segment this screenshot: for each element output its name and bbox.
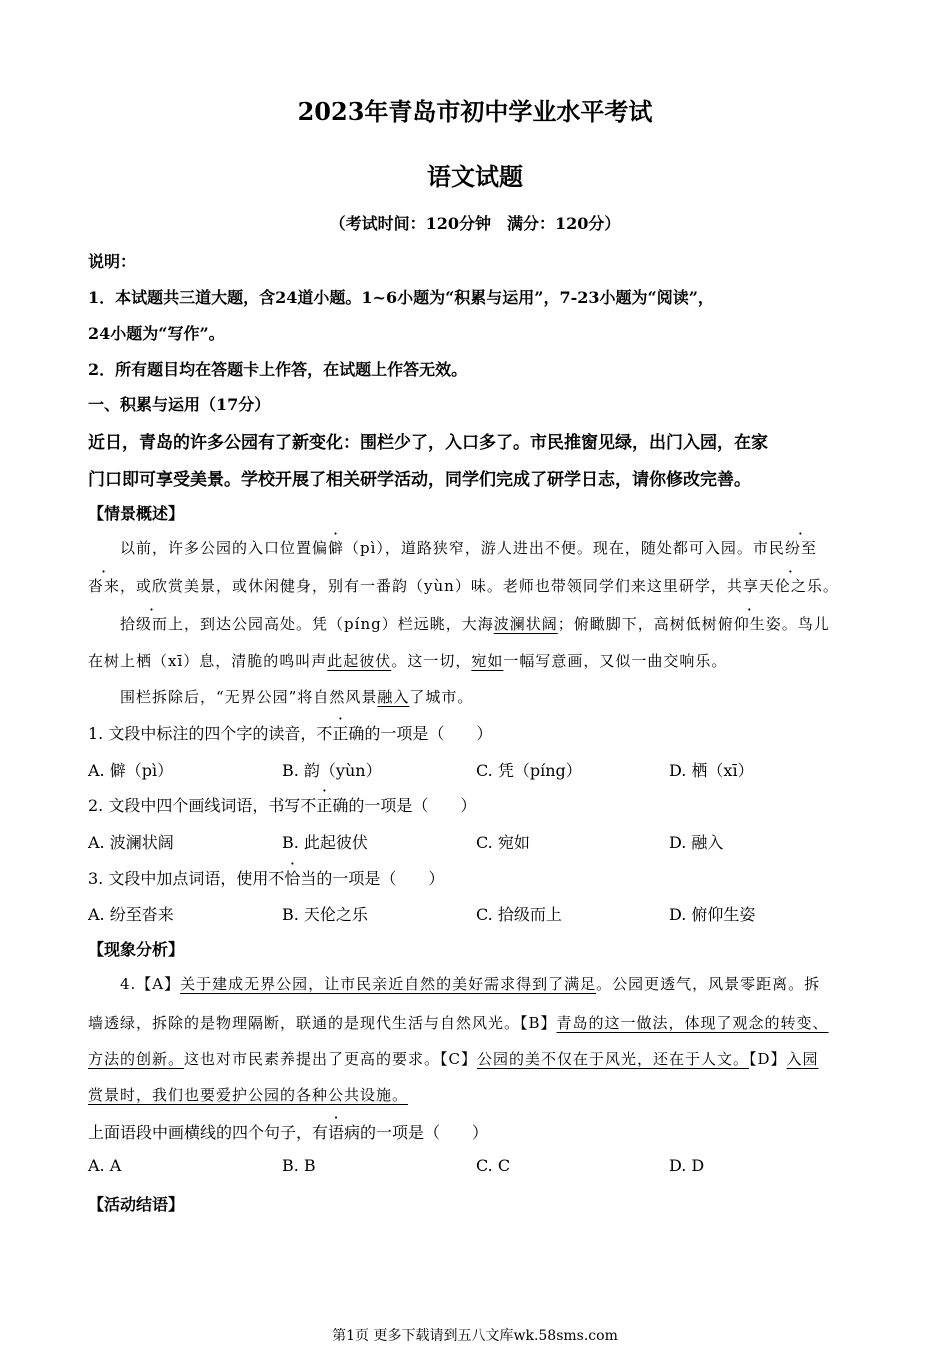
q4-option-a[interactable]: A. A [88, 1156, 122, 1175]
part-heading-analysis: 【现象分析】 [88, 940, 185, 959]
question-3-stem: 3. 文段中加点词语，使用不恰当的一项是（ ） [88, 869, 445, 888]
q1-option-c[interactable]: C. 凭（píng） [476, 761, 582, 780]
q3-option-c[interactable]: C. 拾级而上 [476, 905, 562, 924]
q2-option-a[interactable]: A. 波澜状阔 [88, 833, 174, 852]
passage-line: 4.【A】关于建成无界公园，让市民亲近自然的美好需求得到了满足。公园更透气，风景零距离。拆 [120, 975, 821, 993]
notes-line-1a: 1．本试题共三道大题，含24道小题。1~6小题为“积累与运用”，7-23小题为“阅读”， [88, 288, 714, 307]
notes-label: 说明： [88, 252, 137, 271]
question-2-stem: 2. 文段中四个画线词语，书写不正确的一项是（ ） [88, 796, 477, 815]
section-intro-1: 近日，青岛的许多公园有了新变化：围栏少了，入口多了。市民推窗见绿，出门入园，在家 [88, 433, 768, 453]
question-1-stem: 1. 文段中标注的四个字的读音，不正确的一项是（ ） [88, 724, 493, 743]
page-footer: 第1页 更多下载请到五八文库wk.58sms.com [332, 1328, 618, 1344]
page-subtitle: 语文试题 [427, 162, 523, 191]
notes-line-1b: 24小题为“写作”。 [88, 324, 225, 343]
section-heading: 一、积累与运用（17分） [88, 395, 271, 414]
q3-option-d[interactable]: D. 俯仰生姿 [669, 905, 756, 924]
section-intro-2: 门口即可享受美景。学校开展了相关研学活动，同学们完成了研学日志，请你修改完善。 [88, 470, 751, 490]
q1-option-a[interactable]: A. 僻（pì） [88, 761, 174, 780]
passage-line: 方法的创新。这也对市民素养提出了更高的要求。【C】公园的美不仅在于风光，还在于人文。【D】入园 [88, 1050, 819, 1068]
notes-line-2: 2．所有题目均在答题卡上作答，在试题上作答无效。 [88, 360, 468, 379]
passage-line: 在树上栖（xī）息，清脆的鸣叫声此起彼伏。这一切，宛如一幅写意画，又似一曲交响乐。 [88, 652, 728, 670]
q3-option-a[interactable]: A. 纷至沓来 [88, 905, 174, 924]
q1-option-d[interactable]: D. 栖（xī） [669, 761, 754, 780]
q4-option-d[interactable]: D. D [669, 1156, 705, 1175]
part-heading-conclusion: 【活动结语】 [88, 1195, 185, 1214]
q1-option-b[interactable]: B. 韵（yùn） [282, 761, 382, 780]
passage-line: 以前，许多公园的入口位置偏僻（pì），道路狭窄，游人进出不便。现在，随处都可入园。市民纷至 [120, 539, 817, 557]
passage-line: 赏景时，我们也要爱护公园的各种公共设施。 [88, 1086, 409, 1104]
page-title: 2023年青岛市初中学业水平考试 [297, 97, 653, 126]
passage-line: 沓来，或欣赏美景，或休闲健身，别有一番韵（yùn）味。老师也带领同学们来这里研学，共享天伦之乐。 [88, 577, 839, 595]
passage-line: 拾级而上，到达公园高处。凭（píng）栏远眺，大海波澜状阔；俯瞰脚下，高树低树俯仰生姿。鸟儿 [120, 615, 830, 633]
q3-option-b[interactable]: B. 天伦之乐 [282, 905, 368, 924]
q2-option-b[interactable]: B. 此起彼伏 [282, 833, 368, 852]
q4-option-b[interactable]: B. B [282, 1156, 316, 1175]
exam-info: （考试时间：120分钟 满分：120分） [329, 214, 621, 233]
q4-option-c[interactable]: C. C [476, 1156, 511, 1175]
q2-option-d[interactable]: D. 融入 [669, 833, 724, 852]
passage-line: 墙透绿，拆除的是物理隔断，联通的是现代生活与自然风光。【B】青岛的这一做法，体现了观念的转变、 [88, 1014, 829, 1032]
part-heading-overview: 【情景概述】 [88, 504, 185, 523]
question-4-stem: 上面语段中画横线的四个句子，有语病的一项是（ ） [88, 1123, 489, 1142]
passage-line: 围栏拆除后，“无界公园”将自然风景融入了城市。 [120, 688, 474, 706]
q2-option-c[interactable]: C. 宛如 [476, 833, 530, 852]
